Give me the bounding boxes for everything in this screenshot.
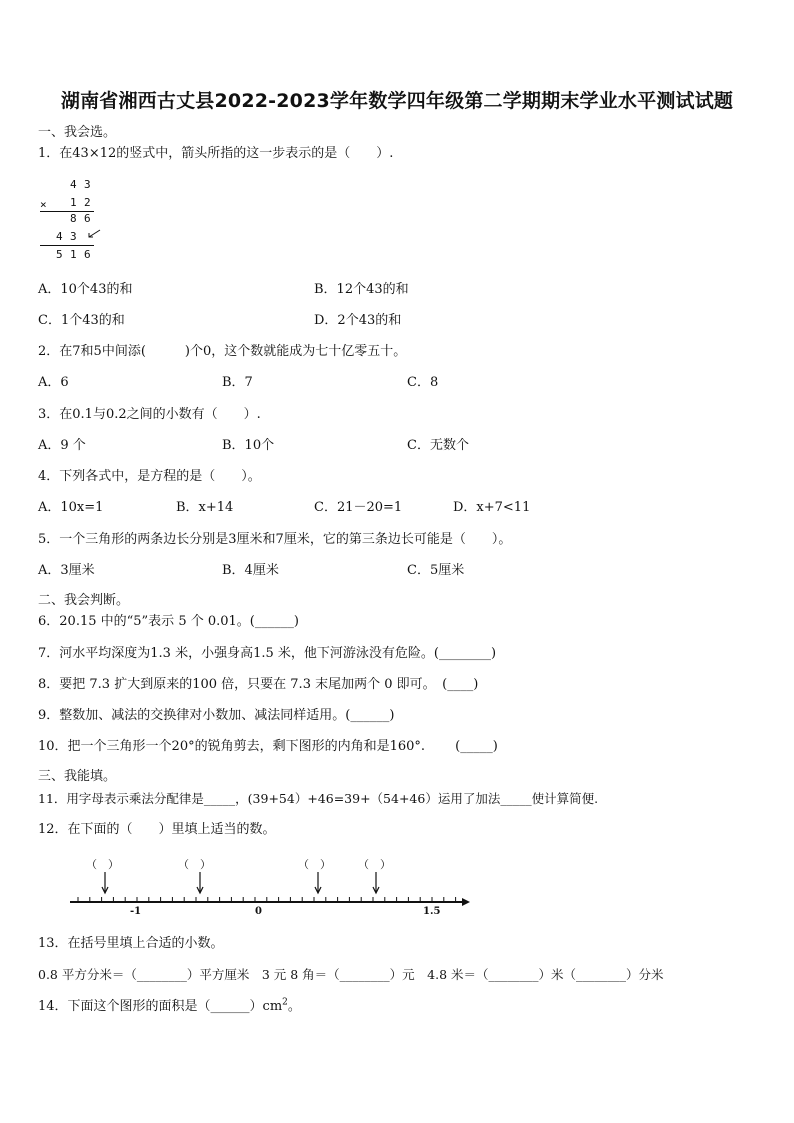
- question-14-end: 。: [287, 999, 301, 1014]
- question-3: 3．在0.1与0.2之间的小数有（ ）.: [38, 407, 261, 422]
- digit: 5: [56, 248, 63, 261]
- option-b: B．7: [222, 375, 253, 390]
- question-4: 4．下列各式中，是方程的是（ ）。: [38, 469, 261, 484]
- digit: 3: [70, 230, 77, 243]
- option-c: C．21－20=1: [314, 500, 403, 515]
- option-d: D．2个43的和: [314, 313, 402, 328]
- option-a: A．10个43的和: [38, 282, 133, 297]
- question-9: 9．整数加、减法的交换律对小数加、减法同样适用。(______): [38, 708, 395, 723]
- answer-blank[interactable]: （ ）: [178, 858, 211, 871]
- question-10: 10．把一个三角形一个20°的锐角剪去，剩下图形的内角和是160°. (_____): [38, 739, 498, 754]
- question-14: [38, 999, 301, 1015]
- section-heading-judge: 二、我会判断。: [38, 593, 130, 608]
- option-a: A．9 个: [38, 438, 86, 453]
- answer-blank[interactable]: （ ）: [298, 858, 331, 871]
- digit: 4: [70, 178, 77, 191]
- option-d: D．x+7<11: [453, 500, 531, 515]
- arrow-icon: [86, 228, 102, 240]
- question-12: 12．在下面的（ ）里填上适当的数。: [38, 822, 276, 837]
- digit: 6: [84, 212, 91, 225]
- tick-label: -1: [130, 906, 142, 917]
- question-13: 13．在括号里填上合适的小数。: [38, 936, 224, 951]
- question-5: 5．一个三角形的两条边长分别是3厘米和7厘米，它的第三条边长可能是（ ）。: [38, 532, 512, 547]
- digit: 1: [70, 248, 77, 261]
- option-c: C．8: [407, 375, 439, 390]
- option-c: C．无数个: [407, 438, 469, 453]
- option-c: C．1个43的和: [38, 313, 125, 328]
- tick-label: 1.5: [423, 906, 441, 917]
- section-heading-fill: 三、我能填。: [38, 769, 117, 784]
- question-11: 11．用字母表示乘法分配律是_____，(39+54）+46=39+（54+46）运用了加法_____使计算简便.: [38, 791, 599, 806]
- answer-blank[interactable]: （ ）: [358, 858, 391, 871]
- option-b: B．10个: [222, 438, 275, 453]
- page-title: 湖南省湘西古丈县2022-2023学年数学四年级第二学期期末学业水平测试试题: [60, 90, 734, 112]
- question-13-blanks: 0.8 平方分米＝（________）平方厘米 3 元 8 角＝（________）元 4.8 米＝（________）米（________）分米: [38, 967, 664, 982]
- answer-blank[interactable]: （ ）: [86, 858, 119, 871]
- question-6: 6．20.15 中的“5”表示 5 个 0.01。(______): [38, 614, 299, 629]
- unit-exponent: 2: [282, 997, 288, 1008]
- sum-line: [40, 245, 94, 246]
- number-line-axis: [60, 852, 480, 924]
- digit: 6: [84, 248, 91, 261]
- number-line: [60, 852, 480, 924]
- option-a: A．6: [38, 375, 69, 390]
- digit: 8: [70, 212, 77, 225]
- vertical-multiplication: [38, 178, 108, 268]
- option-b: B．x+14: [176, 500, 234, 515]
- question-8: 8．要把 7.3 扩大到原来的100 倍，只要在 7.3 末尾加两个 0 即可。 (____): [38, 677, 479, 692]
- question-2: 2．在7和5中间添( )个0，这个数就能成为七十亿零五十。: [38, 344, 407, 359]
- option-b: B．4厘米: [222, 563, 279, 578]
- question-14-text: 14．下面这个图形的面积是（______）cm: [38, 999, 283, 1014]
- section-heading-choose: 一、我会选。: [38, 125, 117, 140]
- digit: 3: [84, 178, 91, 191]
- question-1: 1．在43×12的竖式中，箭头所指的这一步表示的是（ ）.: [38, 146, 394, 161]
- question-7: 7．河水平均深度为1.3 米，小强身高1.5 米，他下河游泳没有危险。(________): [38, 646, 497, 661]
- option-a: A．3厘米: [38, 563, 95, 578]
- option-b: B．12个43的和: [314, 282, 409, 297]
- digit: 4: [56, 230, 63, 243]
- tick-label: 0: [255, 906, 262, 917]
- digit: 1: [70, 196, 77, 209]
- digit: 2: [84, 196, 91, 209]
- option-c: C．5厘米: [407, 563, 465, 578]
- option-a: A．10x=1: [38, 500, 104, 515]
- times-sign: ×: [40, 198, 47, 211]
